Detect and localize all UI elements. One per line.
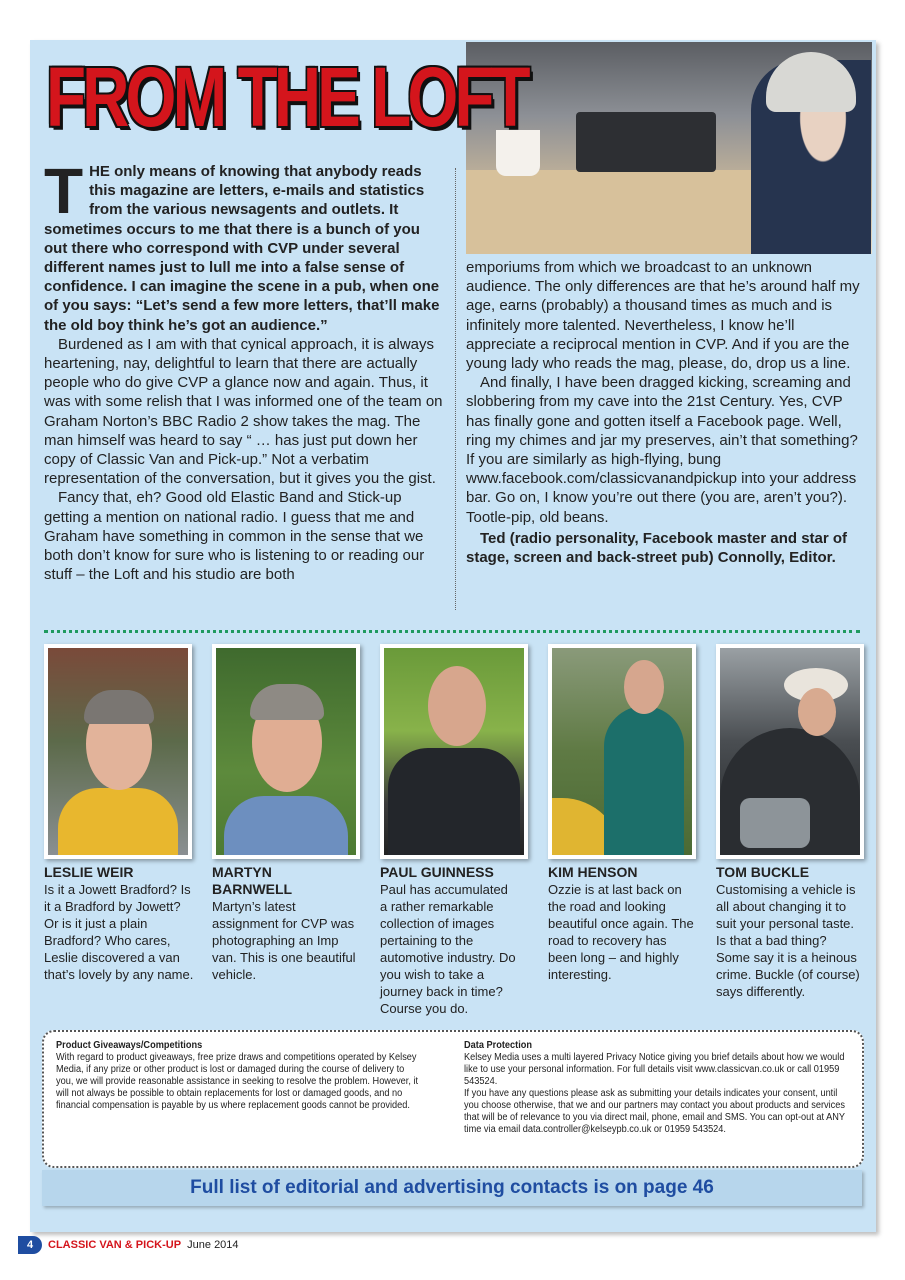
photo-printer-shape xyxy=(576,112,716,172)
data-protection-text: Kelsey Media uses a multi layered Privacy Notice giving you brief details about how we would like to use your personal information. For full details visit www.classicvan.co.uk or call 01959 543524. xyxy=(464,1052,845,1087)
contributor-photo-tom-buckle xyxy=(716,644,864,859)
contributor-caption xyxy=(44,864,194,983)
page-headline: FROM THE LOFT xyxy=(46,50,527,144)
contributor-name: TOM BUCKLE xyxy=(716,864,810,880)
photo-desk-shape xyxy=(466,170,756,254)
contributor-text: Paul has accumulated a rather remarkable collection of images pertaining to the automotive industry. Do you wish to take a journey back in time? Course you do. xyxy=(380,882,516,1016)
article-column-right xyxy=(466,258,862,567)
intro-paragraph xyxy=(44,155,444,335)
editor-signature: Ted (radio personality, Facebook master and star of stage, screen and back-street pub) Connolly, Editor. xyxy=(466,529,848,567)
giveaways-title: Product Giveaways/Competitions xyxy=(56,1040,203,1051)
contributor-text: Is it a Jowett Bradford? Is it a Bradford by Jowett? Or is it just a plain Bradford? Who cares, Leslie discovered a van that’s lovely by any name. xyxy=(44,882,194,982)
giveaways-text: With regard to product giveaways, free prize draws and competitions operated by Kelsey Media, if any prize or other product is lost or damaged during the course of delivery to you, we will provide reasonable assistance in seeking to resolve the problem. However, it will not always be possible to obtain replacements for lost or damaged goods, and no financial compensation is payable by us where replacement goods cannot be provided. xyxy=(56,1052,419,1111)
contributor-photo-kim-henson xyxy=(548,644,696,859)
contributor-photo-leslie-weir xyxy=(44,644,192,859)
contributor-name: PAUL GUINNESS xyxy=(380,864,494,880)
drop-cap: T xyxy=(44,155,84,227)
signoff: Tootle-pip, old beans. xyxy=(466,508,609,526)
article-paragraph: And finally, I have been dragged kicking, screaming and slobbering from my cave into the 21st Century. Yes, CVP has finally gone and gotten itself a Facebook page. Well, ring my chimes and jar my preserves, ain’t that something? If you are similarly as high-flying, bung www.facebook.com/classicvanandpickup into your address bar. Go on, I know you’re out there (you are, aren’t you?). xyxy=(466,374,858,507)
editor-loft-photo xyxy=(466,42,872,254)
contributor-name: MARTYN BARNWELL xyxy=(212,864,293,897)
giveaways-notice xyxy=(56,1040,456,1112)
magazine-name: CLASSIC VAN & PICK-UP xyxy=(48,1239,182,1251)
article-column-left xyxy=(44,155,444,584)
intro-lead-text: HE only means of knowing that anybody reads this magazine are letters, e-mails and statistics from the various newsagents and outlets. It sometimes occurs to me that there is a bunch of you out there who correspond with CVP under several different names just to lull me into a false sense of confidence. I can imagine the scene in a pub, when one of you says: “Let’s send a few more letters, that’ll make the old boy think he’s got an audience.” xyxy=(44,163,440,334)
data-protection-text: If you have any questions please ask as submitting your details indicates your consent, until you choose otherwise, that we and our partners may contact you about products and services that will be of relevance to you via direct mail, phone, email and SMS. You can opt-out at ANY time via email data.controller@kelseypb.co.uk or 01959 543524. xyxy=(464,1088,845,1135)
data-protection-title: Data Protection xyxy=(464,1040,532,1051)
contributor-text: Ozzie is at last back on the road and looking beautiful once again. The road to recovery has been long – and highly interesting. xyxy=(548,882,694,982)
legal-notice-box xyxy=(42,1030,864,1168)
issue-date: June 2014 xyxy=(187,1239,239,1251)
contributor-name: LESLIE WEIR xyxy=(44,864,134,880)
contributor-photo-martyn-barnwell xyxy=(212,644,360,859)
contributor-text: Customising a vehicle is all about changing it to suit your personal taste. Is that a bad thing? Some say it is a heinous crime. Buckle (of course) says differently. xyxy=(716,882,860,999)
contributor-caption xyxy=(380,864,516,1017)
article-paragraph: emporiums from which we broadcast to an unknown audience. The only differences are that he’s around half my age, earns (probably) a thousand times as much and is infinitely more talented. Nevertheless, I know he’ll appreciate a reciprocal mention in CVP. And if you are the young lady who reads the mag, please, do, drop us a line. xyxy=(466,259,860,373)
contributor-photo-paul-guinness xyxy=(380,644,528,859)
contributor-text: Martyn’s latest assignment for CVP was photographing an Imp van. This is one beautiful vehicle. xyxy=(212,899,356,982)
article-paragraph: Burdened as I am with that cynical approach, it is always heartening, nay, delightful to learn that there are actually people who do give CVP a glance now and again. Thus, it was with some relish that I was informed one of the team on Graham Norton’s BBC Radio 2 show takes the mag. The man himself was heard to say “ … has just put down her copy of Classic Van and Pick-up.” Not a verbatim representation of the conversation, but it gives you the gist. xyxy=(44,335,443,488)
contributor-caption xyxy=(716,864,864,1000)
contributor-name: KIM HENSON xyxy=(548,864,638,880)
contacts-banner: Full list of editorial and advertising contacts is on page 46 xyxy=(42,1170,862,1206)
article-paragraph: Fancy that, eh? Good old Elastic Band and Stick-up getting a mention on national radio. I guess that me and Graham have something in common in the sense that we both don’t know for sure who is listening to or reading our stuff – the Loft and his studio are both xyxy=(44,489,425,584)
contributor-caption xyxy=(548,864,698,983)
dotted-divider xyxy=(44,630,860,633)
contributor-caption xyxy=(212,864,360,983)
data-protection-notice xyxy=(464,1040,884,1136)
column-divider xyxy=(455,168,456,610)
page-number: 4 xyxy=(18,1236,42,1254)
page-footer xyxy=(18,1236,239,1254)
